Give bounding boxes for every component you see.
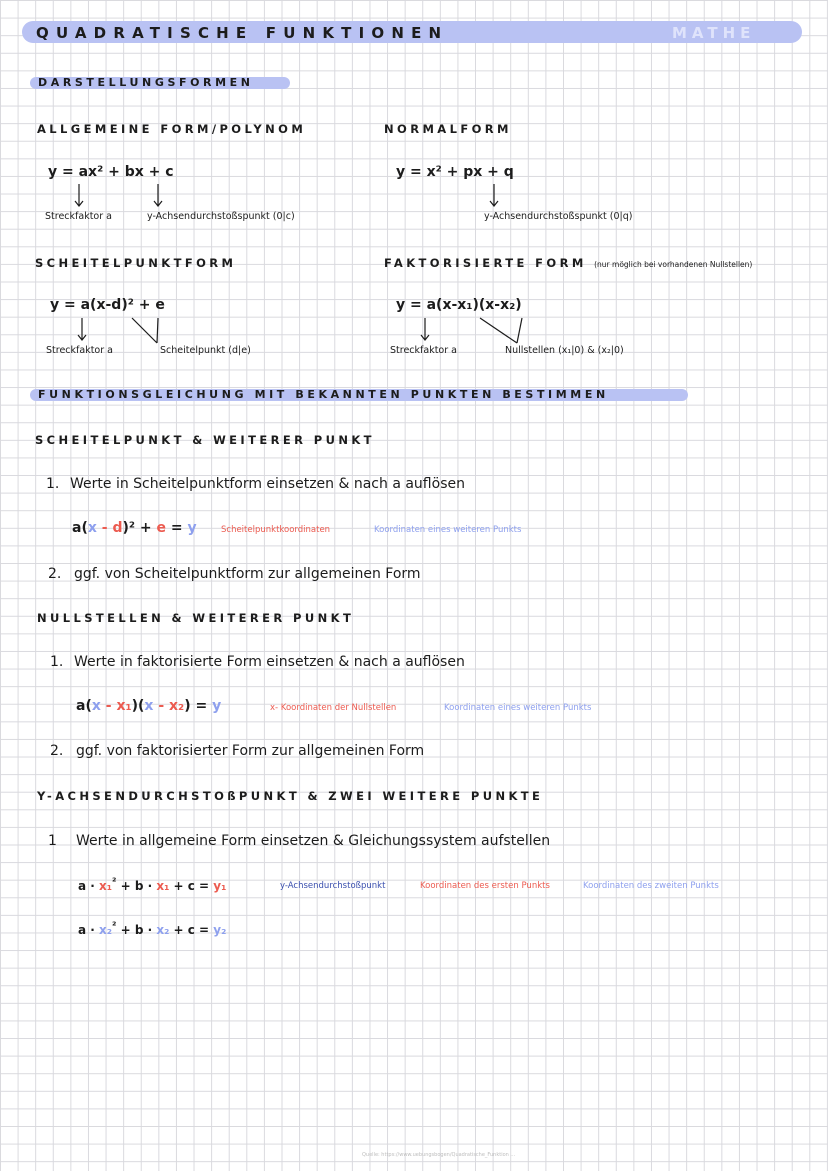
section-heading-darstellungsformen: DARSTELLUNGSFORMEN [38,76,254,89]
step-number: 1 [48,833,57,849]
formula-part: ² [112,921,117,932]
formula-faktor-einsetzen [76,698,221,714]
page-title: QUADRATISCHE FUNKTIONEN [36,24,449,42]
subject-label: MATHE [672,24,756,42]
formula-y: y [187,520,197,536]
legend-red: x- Koordinaten der Nullstellen [270,703,397,713]
heading-scheitelpunkt-weiterer-punkt: SCHEITELPUNKT & WEITERER PUNKT [35,433,375,447]
formula-y1: y₁ [213,879,227,893]
legend-red: Scheitelpunktkoordinaten [221,525,331,535]
step-text: ggf. von faktorisierter Form zur allgemeinen Form [76,743,425,759]
label-y-achsendurchstosspunkt-c: y-Achsendurchstoßspunkt (0|c) [147,211,295,222]
formula-x2: x₂ [156,923,170,937]
formula-x: x [91,698,101,714]
formula-part: a · [78,879,100,893]
step-number: 2. [48,566,62,582]
formula-part: = [166,520,188,536]
formula-part: a( [76,698,92,714]
formula-x1: x₁ [116,698,132,714]
formula-d: d [112,520,123,536]
formula-y2: y₂ [213,923,227,937]
label-nullstellen: Nullstellen (x₁|0) & (x₂|0) [505,345,624,356]
formula-x2: x₂ [99,923,113,937]
formula-x: x [144,698,154,714]
heading-nullstellen-weiterer-punkt: NULLSTELLEN & WEITERER PUNKT [37,611,355,625]
step-text: Werte in faktorisierte Form einsetzen & nach a auflösen [74,654,465,670]
formula-x1: x₁ [156,879,170,893]
formula-part: ) = [184,698,213,714]
legend-blue: Koordinaten eines weiteren Punkts [444,703,592,713]
equation-1 [78,877,226,893]
legend-dark: y-Achsendurchstoßpunkt [280,881,386,891]
step-number: 1. [46,476,60,492]
label-scheitelpunkt-de: Scheitelpunkt (d|e) [160,345,251,356]
formula-part: + c = [169,879,214,893]
formula-part: )² + [122,520,157,536]
formula-allgemeine-form: y = ax² + bx + c [48,164,174,180]
heading-y-achsendurchstosspunkt: Y-ACHSENDURCHSTOßPUNKT & ZWEI WEITERE PUNKTE [37,789,544,803]
formula-x: x [87,520,97,536]
formula-part: + b · [116,879,157,893]
label-y-achsendurchstosspunkt-q: y-Achsendurchstoßspunkt (0|q) [484,211,633,222]
legend-blue: Koordinaten des zweiten Punkts [583,881,719,891]
step-number: 1. [50,654,64,670]
formula-scheitelpunktform: y = a(x-d)² + e [50,297,165,313]
heading-scheitelpunktform: SCHEITELPUNKTFORM [35,256,237,270]
step-text: ggf. von Scheitelpunktform zur allgemeinen Form [74,566,421,582]
legend-blue: Koordinaten eines weiteren Punkts [374,525,522,535]
formula-part: - [153,698,170,714]
step-text: Werte in allgemeine Form einsetzen & Gleichungssystem aufstellen [76,833,551,849]
formula-part: a( [72,520,88,536]
formula-part: ² [112,877,117,888]
formula-part: )( [131,698,145,714]
step-number: 2. [50,743,64,759]
legend-red: Koordinaten des ersten Punkts [420,881,550,891]
formula-x1: x₁ [99,879,113,893]
label-streckfaktor-a: Streckfaktor a [45,211,112,222]
step-text: Werte in Scheitelpunktform einsetzen & nach a auflösen [70,476,465,492]
formula-e: e [156,520,166,536]
formula-part: + b · [116,923,157,937]
formula-normalform: y = x² + px + q [396,164,514,180]
heading-normalform: NORMALFORM [384,122,512,136]
formula-part: a · [78,923,100,937]
heading-allgemeine-form: ALLGEMEINE FORM/POLYNOM [37,122,307,136]
label-streckfaktor-a-faktor: Streckfaktor a [390,345,457,356]
equation-2 [78,921,226,937]
formula-y: y [212,698,222,714]
formula-x2: x₂ [169,698,185,714]
source-footer: Quelle: https://www.uebungsbogen/Quadratische_Funktion ... [362,1152,516,1158]
label-streckfaktor-a-scheitel: Streckfaktor a [46,345,113,356]
faktorisierte-form-title: FAKTORISIERTE FORM [384,256,587,270]
formula-part: - [100,698,117,714]
faktorisierte-form-note: (nur möglich bei vorhandenen Nullstellen) [594,260,753,269]
formula-part: - [96,520,113,536]
formula-part: + c = [169,923,214,937]
formula-scheitel-einsetzen [72,520,197,536]
section-heading-bestimmen: FUNKTIONSGLEICHUNG MIT BEKANNTEN PUNKTEN BESTIMMEN [38,388,609,401]
formula-faktorisierte-form: y = a(x-x₁)(x-x₂) [396,297,522,313]
